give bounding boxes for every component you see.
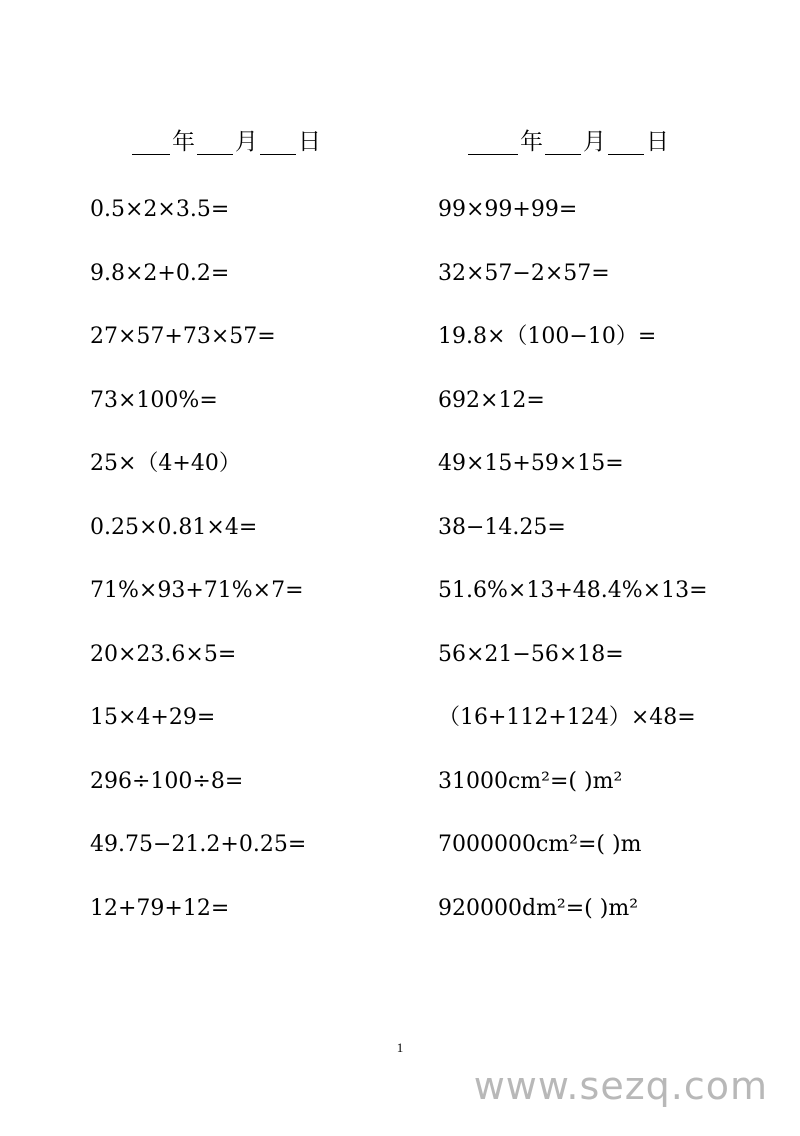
math-problem: 31000cm²=( )m²	[438, 768, 623, 794]
date-header-right	[466, 128, 669, 155]
math-problem: 692×12=	[438, 387, 545, 413]
month-blank	[545, 128, 581, 155]
math-problem: 71%×93+71%×7=	[90, 578, 304, 603]
date-header-left	[130, 128, 321, 155]
math-problem: 99×99+99=	[438, 197, 578, 222]
math-problem: 12+79+12=	[90, 895, 230, 921]
math-problem: 27×57+73×57=	[90, 324, 276, 349]
math-problem: 19.8×（100−10）=	[438, 324, 657, 349]
day-label: 日	[646, 129, 669, 155]
math-problem: （16+112+124）×48=	[438, 705, 696, 730]
day-blank	[260, 128, 296, 155]
math-problem: 49×15+59×15=	[438, 451, 624, 476]
year-blank	[132, 128, 170, 155]
year-blank	[468, 128, 518, 155]
month-blank	[197, 128, 233, 155]
page-number: 1	[396, 1040, 404, 1055]
math-problem: 9.8×2+0.2=	[90, 260, 230, 286]
month-label: 月	[583, 129, 606, 155]
year-label: 年	[172, 129, 195, 155]
math-problem: 38−14.25=	[438, 514, 566, 540]
math-problem: 920000dm²=( )m²	[438, 895, 639, 921]
math-problem: 51.6%×13+48.4%×13=	[438, 578, 708, 603]
day-label: 日	[298, 129, 321, 155]
math-problem: 7000000cm²=( )m	[438, 832, 642, 857]
math-problem: 73×100%=	[90, 387, 218, 413]
math-problem: 0.25×0.81×4=	[90, 514, 258, 540]
math-problem: 15×4+29=	[90, 705, 216, 730]
math-problem: 49.75−21.2+0.25=	[90, 832, 307, 857]
math-problem: 0.5×2×3.5=	[90, 197, 230, 222]
watermark: www.sezq.com	[473, 1064, 768, 1108]
month-label: 月	[235, 129, 258, 155]
math-problem: 25×（4+40）	[90, 451, 241, 476]
math-problem: 56×21−56×18=	[438, 641, 624, 667]
left-problem-column	[90, 194, 306, 956]
math-problem: 32×57−2×57=	[438, 260, 610, 286]
year-label: 年	[520, 129, 543, 155]
math-problem: 296÷100÷8=	[90, 768, 244, 794]
day-blank	[608, 128, 644, 155]
math-problem: 20×23.6×5=	[90, 641, 237, 667]
right-problem-column	[438, 194, 708, 956]
